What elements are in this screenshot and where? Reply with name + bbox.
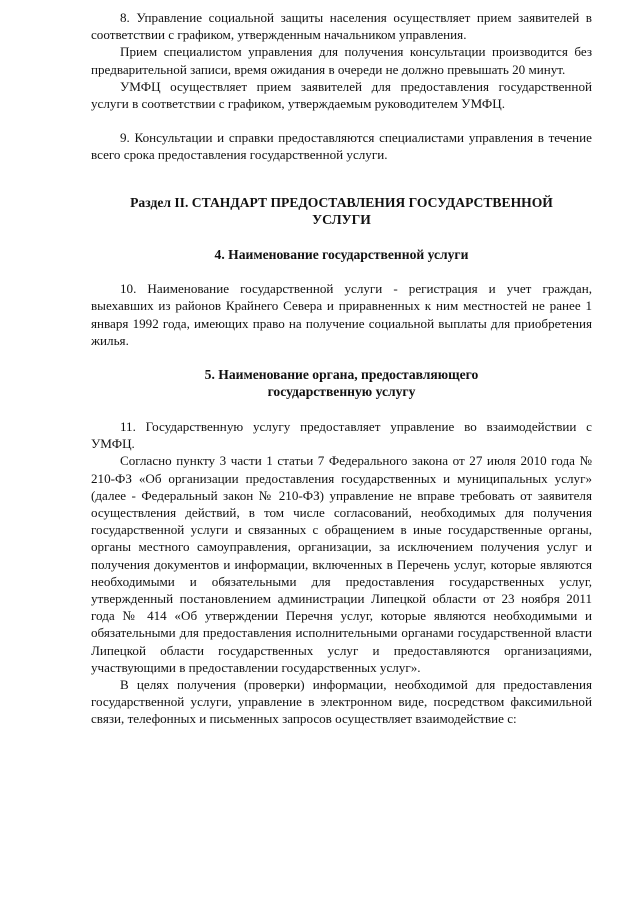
heading-5-line-2: государственную услугу (267, 384, 416, 400)
spacer (91, 401, 592, 418)
item-8-paragraph: 8. Управление социальной защиты населения осуществляет прием заявителей в соответствии с графиком, утвержденным начальником управления. (91, 10, 592, 43)
heading-5 (91, 366, 592, 401)
spacer (91, 263, 592, 280)
item-11-law-paragraph: Согласно пункту 3 части 1 статьи 7 Федерального закона от 27 июля 2010 года № 210-ФЗ «Об организации предоставления государственных и муниципальных услуг» (далее - Федеральный закон № 210-ФЗ) управление не вправе требовать от заявителя осуществления действий, в том числе согласований, необходимых для получения государственной услуги и связанных с обращением в иные государственные органы, органы местного самоуправления, организации, за исключением получения услуг и получения документов и информации, включенных в Перечень услуг, которые являются необходимыми и обязательными для предоставления государственных услуг, утвержденный постановлением администрации Липецкой области от 23 ноября 2011 года № 414 «Об утверждении Перечня услуг, которые являются необходимыми и обязательными для предоставления исполнительными органами государственной власти Липецкой области государственных услуг и предоставляются организациями, участвующими в предоставлении государственных услуг». (91, 453, 592, 675)
section-2-title-line-2: УСЛУГИ (312, 212, 371, 228)
spacer (91, 229, 592, 246)
heading-5-line-1: 5. Наименование органа, предоставляющего (204, 366, 479, 382)
item-9-paragraph: 9. Консультации и справки предоставляются специалистами управления в течение всего срока предоставления государственной услуги. (91, 130, 592, 163)
item-10-paragraph: 10. Наименование государственной услуги - регистрация и учет граждан, выехавших из районов Крайнего Севера и приравненных к ним местностей не ранее 1 января 1992 года, имеющих право на получение социальной выплаты для приобретения жилья. (91, 281, 592, 348)
section-2-title-line-1: Раздел II. СТАНДАРТ ПРЕДОСТАВЛЕНИЯ ГОСУДАРСТВЕННОЙ (130, 194, 553, 210)
item-8-umfc-paragraph: УМФЦ осуществляет прием заявителей для предоставления государственной услуги в соответствии с графиком, утверждаемым руководителем УМФЦ. (91, 78, 592, 112)
section-2-title (91, 194, 592, 229)
spacer (91, 164, 592, 194)
heading-4: 4. Наименование государственной услуги (214, 246, 469, 262)
spacer (91, 349, 592, 366)
spacer (91, 112, 592, 129)
item-8-consultation-paragraph: Прием специалистом управления для получения консультации производится без предварительной записи, время ожидания в очереди не должно превышать 20 минут. (91, 44, 592, 77)
item-11-paragraph: 11. Государственную услугу предоставляет управление во взаимодействии с УМФЦ. (91, 418, 592, 452)
item-11-interaction-paragraph: В целях получения (проверки) информации, необходимой для предоставления государственной услуги, управление в электронном виде, посредством факсимильной связи, телефонных и письменных запросов осуществляет взаимодействие с: (91, 676, 592, 727)
